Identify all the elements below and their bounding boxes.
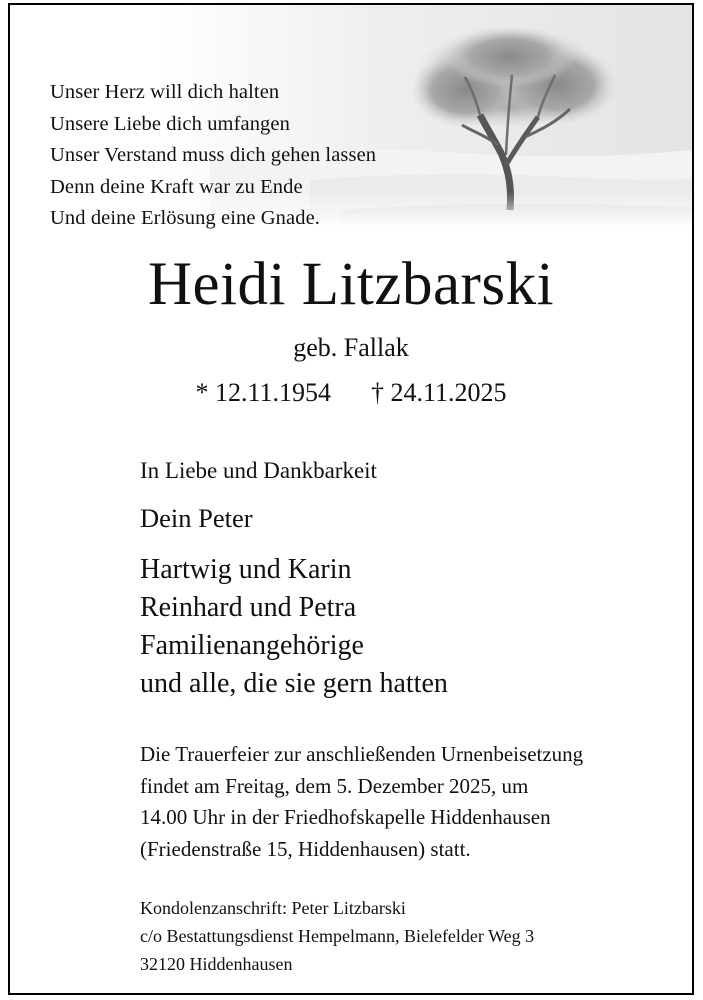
mourner-entry: Familienangehörige xyxy=(140,630,364,661)
mourner-entry: Reinhard und Petra xyxy=(140,592,357,623)
poem-line: Und deine Erlösung eine Gnade. xyxy=(50,207,320,229)
birth-date: * 12.11.1954 xyxy=(195,378,331,407)
ceremony-line: Die Trauerfeier zur anschließenden Urnenbeisetzung xyxy=(140,742,584,766)
address-line: Kondolenzanschrift: Peter Litzbarski xyxy=(140,898,406,918)
deceased-name: Heidi Litzbarski xyxy=(147,251,555,318)
death-date: † 24.11.2025 xyxy=(371,378,507,407)
poem xyxy=(50,77,376,235)
poem-line: Denn deine Kraft war zu Ende xyxy=(50,175,303,198)
address-line: 32120 Hiddenhausen xyxy=(140,954,293,974)
ceremony-line: (Friedenstraße 15, Hiddenhausen) statt. xyxy=(140,836,471,861)
mourners-partner: Dein Peter xyxy=(140,503,253,533)
mourner-entry: und alle, die sie gern hatten xyxy=(140,668,448,699)
poem-line: Unsere Liebe dich umfangen xyxy=(50,112,290,135)
poem-line: Unser Herz will dich halten xyxy=(50,81,280,103)
life-dates xyxy=(10,375,692,411)
ceremony-info xyxy=(140,739,583,865)
mourners-family xyxy=(140,551,448,703)
poem-line: Unser Verstand muss dich gehen lassen xyxy=(50,144,377,166)
mourner-entry: Hartwig und Karin xyxy=(140,554,352,585)
birth-name: geb. Fallak xyxy=(293,333,409,362)
ceremony-line: findet am Freitag, dem 5. Dezember 2025, um xyxy=(140,773,529,798)
ceremony-line: 14.00 Uhr in der Friedhofskapelle Hiddenhausen xyxy=(140,805,551,829)
obituary-notice xyxy=(8,3,694,995)
address-line: c/o Bestattungsdienst Hempelmann, Bielefelder Weg 3 xyxy=(140,926,535,946)
mourners-intro: In Liebe und Dankbarkeit xyxy=(140,458,377,483)
condolence-address xyxy=(140,894,534,978)
